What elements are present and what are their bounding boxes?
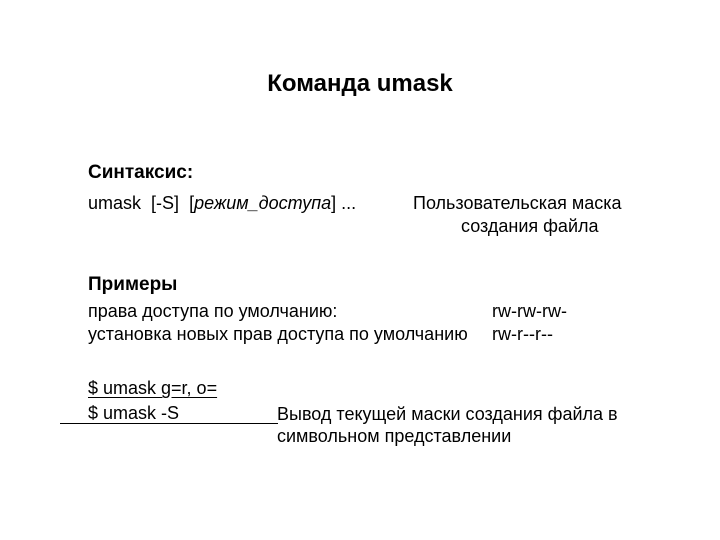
syntax-arg-mode: режим_доступа [194, 193, 332, 213]
example-row-label: права доступа по умолчанию: [88, 301, 338, 321]
example-command-umask-set: $ umask g=r, o= [88, 378, 218, 398]
syntax-command: umask [88, 193, 142, 213]
syntax-line [88, 193, 356, 214]
example-command-umask-s: $ umask -S [88, 403, 180, 423]
command-description-line2: символьном представлении [277, 426, 512, 446]
example-row-label: установка новых прав доступа по умолчанию [88, 324, 468, 344]
syntax-description-line2: создания файла [461, 216, 599, 236]
command-description-line1: Вывод текущей маски создания файла в [277, 404, 618, 424]
examples-heading: Примеры [88, 274, 178, 295]
slide-title: Команда umask [267, 70, 453, 97]
syntax-heading: Синтаксис: [88, 162, 194, 183]
example-row-value: rw-r--r-- [492, 324, 553, 344]
example-row-value: rw-rw-rw- [492, 301, 567, 321]
syntax-arg-close: ] ... [331, 193, 357, 213]
syntax-description-line1: Пользовательская маска [413, 193, 622, 213]
syntax-flag: [-S] [151, 193, 180, 213]
syntax-arg-open: [ [189, 193, 195, 213]
